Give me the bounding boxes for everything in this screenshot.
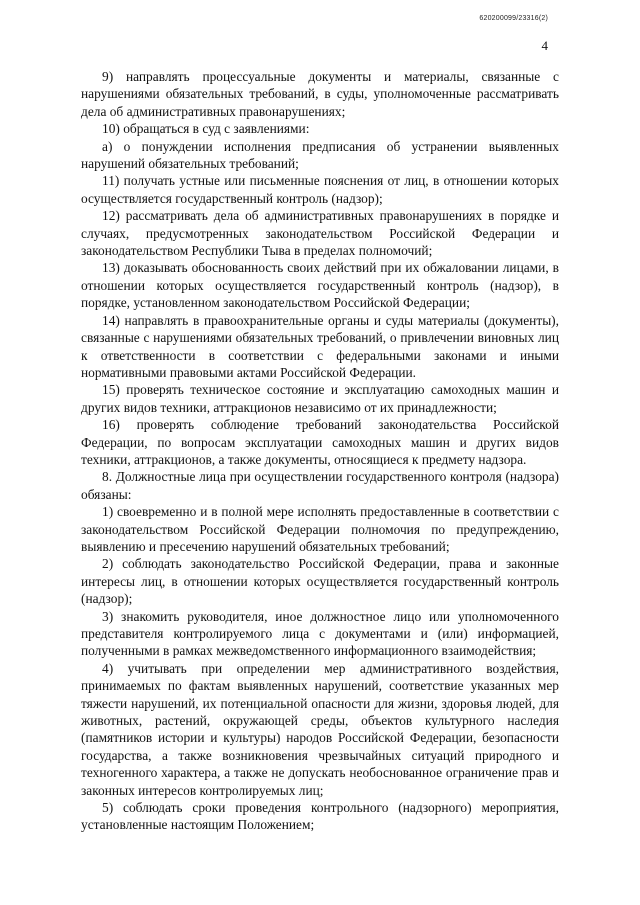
paragraph-9: 9) направлять процессуальные документы и материалы, связанные с нарушениями обязательных требований, в суды, уполномоченные рассматривать дела об административных правонарушениях;: [81, 69, 559, 119]
paragraph-11: 11) получать устные или письменные пояснения от лиц, в отношении которых осуществляется государственный контроль (надзор);: [81, 173, 559, 206]
duty-5: 5) соблюдать сроки проведения контрольного (надзорного) мероприятия, установленные настоящим Положением;: [81, 800, 559, 833]
paragraph-15: 15) проверять техническое состояние и эксплуатацию самоходных машин и других видов техники, аттракционов независимо от их принадлежности;: [81, 382, 559, 415]
paragraph-16: 16) проверять соблюдение требований законодательства Российской Федерации, по вопросам эксплуатации самоходных машин и других видов техники, аттракционов, а также документы, относящиеся к предмету надзора.: [81, 417, 559, 467]
document-code: 620200099/23316(2): [479, 15, 548, 22]
section-8-heading: 8. Должностные лица при осуществлении государственного контроля (надзора) обязаны:: [81, 469, 559, 502]
document-body: [81, 68, 559, 834]
paragraph-12: 12) рассматривать дела об административных правонарушениях в порядке и случаях, предусмотренных законодательством Российской Федерации и законодательством Республики Тыва в пределах полномочий;: [81, 208, 559, 259]
paragraph-10a: а) о понуждении исполнения предписания об устранении выявленных нарушений обязательных требований;: [81, 138, 559, 172]
paragraph-14: 14) направлять в правоохранительные органы и суды материалы (документы), связанные с нарушениями обязательных требований, о привлечении виновных лиц к ответственности в соответствии с федеральными законами и иными нормативными правовыми актами Российской Федерации.: [81, 312, 559, 380]
paragraph-13: 13) доказывать обоснованность своих действий при их обжаловании лицами, в отношении которых осуществляется государственный контроль (надзор), в порядке, установленном законодательством Российской Федерации;: [81, 260, 559, 311]
duty-2: 2) соблюдать законодательство Российской Федерации, права и законные интересы лиц, в отношении которых осуществляется государственный контроль (надзор);: [81, 556, 559, 607]
paragraph-10: 10) обращаться в суд с заявлениями:: [102, 121, 310, 137]
duty-4: 4) учитывать при определении мер административного воздействия, принимаемых по фактам выявленных нарушений, соответствие указанных мер тяжести нарушений, их потенциальной опасности для жизни, здоровья людей, для животных, растений, окружающей среды, объектов культурного наследия (памятников истории и культуры) народов Российской Федерации, безопасности государства, а также возникновения чрезвычайных ситуаций природного и техногенного характера, а также не допускать необоснованное ограничение прав и законных интересов контролируемых лиц;: [81, 660, 559, 798]
duty-1: 1) своевременно и в полной мере исполнять предоставленные в соответствии с законодательством Российской Федерации полномочия по предупреждению, выявлению и пресечению нарушений обязательных требований;: [81, 504, 559, 554]
page-number: 4: [541, 38, 548, 53]
duty-3: 3) знакомить руководителя, иное должностное лицо или уполномоченного представителя контролируемого лица с документами и (или) информацией, полученными в рамках межведомственного информационного взаимодействия;: [81, 608, 559, 659]
